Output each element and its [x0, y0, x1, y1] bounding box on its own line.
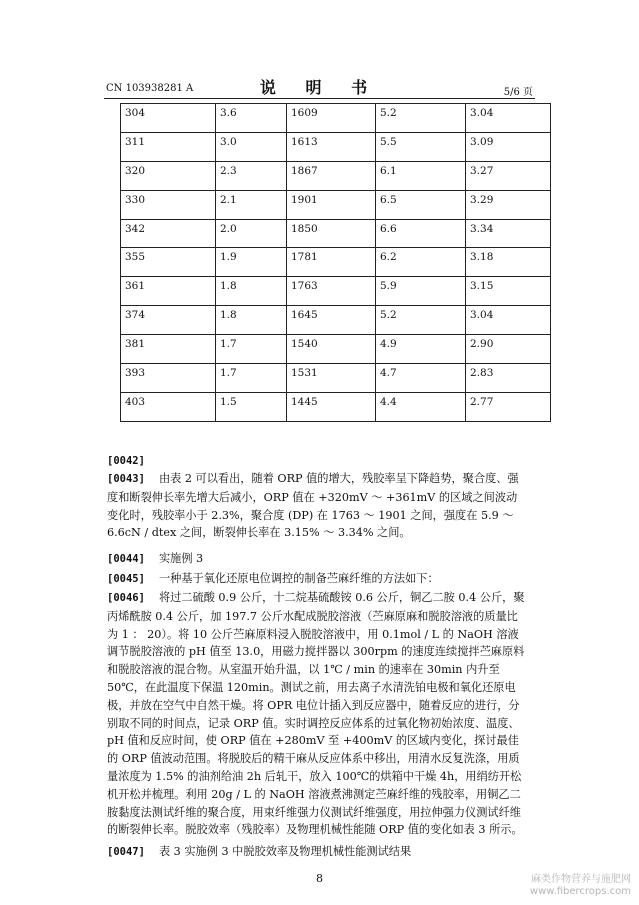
- table-cell: 3.27: [466, 161, 551, 190]
- paragraph-0047: [107, 843, 525, 862]
- table-cell: 1.7: [216, 335, 287, 364]
- table-row: [121, 335, 551, 364]
- table-cell: 6.2: [376, 248, 466, 277]
- paragraph-tag: [0042]: [107, 455, 145, 467]
- table-cell: 403: [121, 392, 216, 421]
- table-cell: 3.04: [466, 104, 551, 133]
- paragraph-text: 表 3 实施例 3 中脱胶效率及物理机械性能测试结果: [158, 845, 412, 858]
- table-cell: 5.9: [376, 277, 466, 306]
- table-cell: 3.6: [216, 104, 287, 133]
- table-cell: 3.04: [466, 306, 551, 335]
- table-cell: 355: [121, 248, 216, 277]
- table-cell: 4.7: [376, 364, 466, 393]
- table-cell: 3.29: [466, 190, 551, 219]
- table-cell: 6.5: [376, 190, 466, 219]
- table-cell: 361: [121, 277, 216, 306]
- table-cell: 1645: [287, 306, 376, 335]
- paragraph-tag: [0046]: [107, 592, 145, 604]
- watermark: [530, 874, 631, 898]
- table-cell: 6.6: [376, 219, 466, 248]
- table-cell: 311: [121, 132, 216, 161]
- table-cell: 1.7: [216, 364, 287, 393]
- table-cell: 1.8: [216, 306, 287, 335]
- table-cell: 320: [121, 161, 216, 190]
- table-cell: 5.2: [376, 104, 466, 133]
- table-cell: 2.0: [216, 219, 287, 248]
- document-title: 说 明 书: [259, 78, 380, 97]
- table-cell: 1781: [287, 248, 376, 277]
- table-cell: 393: [121, 364, 216, 393]
- table-cell: 1609: [287, 104, 376, 133]
- results-table: [120, 103, 551, 422]
- paragraph-text: 实施例 3: [158, 552, 204, 565]
- table-cell: 1901: [287, 190, 376, 219]
- patent-number: CN 103938281 A: [106, 83, 194, 94]
- table-cell: 2.3: [216, 161, 287, 190]
- table-cell: 3.15: [466, 277, 551, 306]
- page-number: 8: [316, 872, 323, 885]
- table-row: [121, 364, 551, 393]
- paragraph-tag: [0043]: [107, 473, 145, 485]
- table-cell: 4.9: [376, 335, 466, 364]
- table-cell: 1763: [287, 277, 376, 306]
- table-cell: 2.1: [216, 190, 287, 219]
- table-row: [121, 104, 551, 133]
- table-cell: 4.4: [376, 392, 466, 421]
- header-rule: [104, 98, 535, 99]
- table-cell: 6.1: [376, 161, 466, 190]
- watermark-text: 麻类作物营养与施肥网: [531, 874, 631, 885]
- table-cell: 2.77: [466, 392, 551, 421]
- table-cell: 1850: [287, 219, 376, 248]
- table-row: [121, 161, 551, 190]
- table-row: [121, 306, 551, 335]
- paragraph-text: 一种基于氧化还原电位调控的制备苎麻纤维的方法如下：: [158, 572, 439, 585]
- paragraph-0044: [107, 550, 525, 569]
- table-row: [121, 219, 551, 248]
- paragraph-tag: [0045]: [107, 573, 145, 585]
- page-header: [0, 75, 639, 97]
- table-cell: 1.9: [216, 248, 287, 277]
- page-indicator: 5/6 页: [503, 87, 533, 98]
- table-row: [121, 277, 551, 306]
- table-cell: 2.90: [466, 335, 551, 364]
- table-cell: 342: [121, 219, 216, 248]
- table-cell: 330: [121, 190, 216, 219]
- table-cell: 1613: [287, 132, 376, 161]
- table-cell: 1540: [287, 335, 376, 364]
- paragraph-0042: [107, 452, 525, 471]
- paragraph-0045: [107, 570, 525, 589]
- table-cell: 1445: [287, 392, 376, 421]
- table-cell: 2.83: [466, 364, 551, 393]
- table-cell: 5.2: [376, 306, 466, 335]
- watermark-url: www.fibercrops.com: [529, 886, 631, 897]
- paragraph-text: 将过二硫酸 0.9 公斤，十二烷基硫酸铵 0.6 公斤，铜乙二胺 0.4 公斤，聚丙烯酰胺 0.4 公斤，加 197.7 公斤水配成脱胶溶液（苎麻原麻和脱胶溶液的质量比为 1 ： 20）。将 10 公斤苎麻原料浸入脱胶溶液中，用 0.1mol / L 的 NaOH 溶液调节脱胶溶液的 pH 值至 13.0，用磁力搅拌器以 300rpm 的速度连续搅拌苎麻原料和脱胶溶液的混合物。从室温开始升温，以 1℃ / min 的速率在 30min 内升至 50℃，在此温度下保温 120min。测试之前，用去离子水清洗铂电极和氧化还原电极，并放在空气中自然干燥。将 OPR 电位计插入到反应器中，随着反应的进行，分别取不同的时间点，记录 ORP 值。实时调控反应体系的过氧化物初始浓度、温度、pH 值和反应时间，使 ORP 值在 +280mV 至 +400mV 的区域内变化，探讨最佳的 ORP 值波动范围。将脱胶后的精干麻从反应体系中移出，用清水反复洗涤，用质量浓度为 1.5% 的油剂给油 2h 后轧干，放入 100℃的烘箱中干燥 4h，用绢纺开松机开松并梳理。利用 20g / L 的 NaOH 溶液煮沸测定苎麻纤维的残胶率，用铜乙二胺黏度法测试纤维的聚合度，用束纤维强力仪测试纤维强度，用拉伸强力仪测试纤维的断裂伸长率。脱胶效率（残胶率）及物理机械性能随 ORP 值的变化如表 3 所示。: [107, 591, 525, 837]
- table-cell: 3.0: [216, 132, 287, 161]
- table-row: [121, 132, 551, 161]
- table-cell: 3.18: [466, 248, 551, 277]
- table-cell: 1.8: [216, 277, 287, 306]
- table-cell: 374: [121, 306, 216, 335]
- table-cell: 304: [121, 104, 216, 133]
- table-row: [121, 248, 551, 277]
- paragraph-tag: [0044]: [107, 553, 145, 565]
- table-cell: 3.34: [466, 219, 551, 248]
- table-cell: 5.5: [376, 132, 466, 161]
- table-cell: 1867: [287, 161, 376, 190]
- table-cell: 381: [121, 335, 216, 364]
- table-row: [121, 190, 551, 219]
- table-cell: 3.09: [466, 132, 551, 161]
- paragraph-0043: [107, 470, 525, 542]
- paragraph-tag: [0047]: [107, 846, 145, 858]
- table-cell: 1.5: [216, 392, 287, 421]
- paragraph-text: 由表 2 可以看出，随着 ORP 值的增大，残胶率呈下降趋势，聚合度、强度和断裂伸长率先增大后减小，ORP 值在 +320mV ～ +361mV 的区域之间波动变化时，残胶率小于 2.3%，聚合度 (DP) 在 1763 ～ 1901 之间，强度在 5.9 ～ 6.6cN / dtex 之间，断裂伸长率在 3.15% ～ 3.34% 之间。: [107, 472, 519, 540]
- table-cell: 1531: [287, 364, 376, 393]
- table-row: [121, 392, 551, 421]
- paragraph-0046: [107, 589, 525, 839]
